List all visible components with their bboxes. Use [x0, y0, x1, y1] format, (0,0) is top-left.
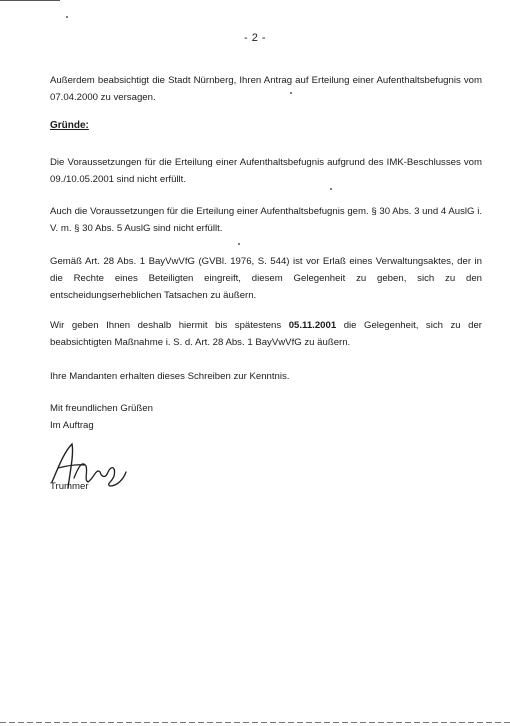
scan-speck: [66, 16, 68, 18]
paragraph-deadline: [50, 317, 482, 351]
paragraph-notice: Ihre Mandanten erhalten dieses Schreiben zur Kenntnis.: [50, 371, 290, 382]
page-number: - 2 -: [243, 32, 267, 44]
signer-name: Trummer: [50, 481, 89, 492]
scan-speck: [238, 243, 240, 245]
paragraph-auslg: Auch die Voraussetzungen für die Erteilung einer Aufenthaltsbefugnis gem. § 30 Abs. 3 und 4 AuslG i. V. m. § 30 Abs. 5 AuslG sind nicht erfüllt.: [50, 206, 482, 234]
deadline-text-before: Wir geben Ihnen deshalb hiermit bis spätestens: [50, 320, 289, 331]
deadline-text-after: die Gelegenheit, sich zu der beabsichtigten Maßnahme i. S. d. Art. 28 Abs. 1 BayVwVfG zu äußern.: [50, 320, 482, 348]
reasons-heading: Gründe:: [50, 120, 89, 131]
paragraph-imk-resolution: Die Voraussetzungen für die Erteilung einer Aufenthaltsbefugnis aufgrund des IMK-Beschlusses vom 09./10.05.2001 sind nicht erfüllt.: [50, 157, 482, 185]
closing-block: [50, 400, 482, 434]
scan-edge-top: [0, 0, 60, 1]
scan-speck: [330, 188, 332, 190]
closing-greeting: Mit freundlichen Grüßen: [50, 403, 153, 414]
scan-edge-bottom: [0, 722, 510, 723]
paragraph-hearing-right: Gemäß Art. 28 Abs. 1 BayVwVfG (GVBl. 1976, S. 544) ist vor Erlaß eines Verwaltungsaktes, der in die Rechte eines Beteiligten eingreift, diesem Gelegenheit zu geben, sich zu den entscheidungserheblichen Tatsachen zu äußern.: [50, 256, 482, 301]
closing-on-behalf: Im Auftrag: [50, 420, 94, 431]
deadline-date: 05.11.2001: [288, 320, 337, 331]
intro-paragraph: Außerdem beabsichtigt die Stadt Nürnberg, Ihren Antrag auf Erteilung einer Aufenthaltsbefugnis vom 07.04.2000 zu versagen.: [50, 75, 482, 103]
